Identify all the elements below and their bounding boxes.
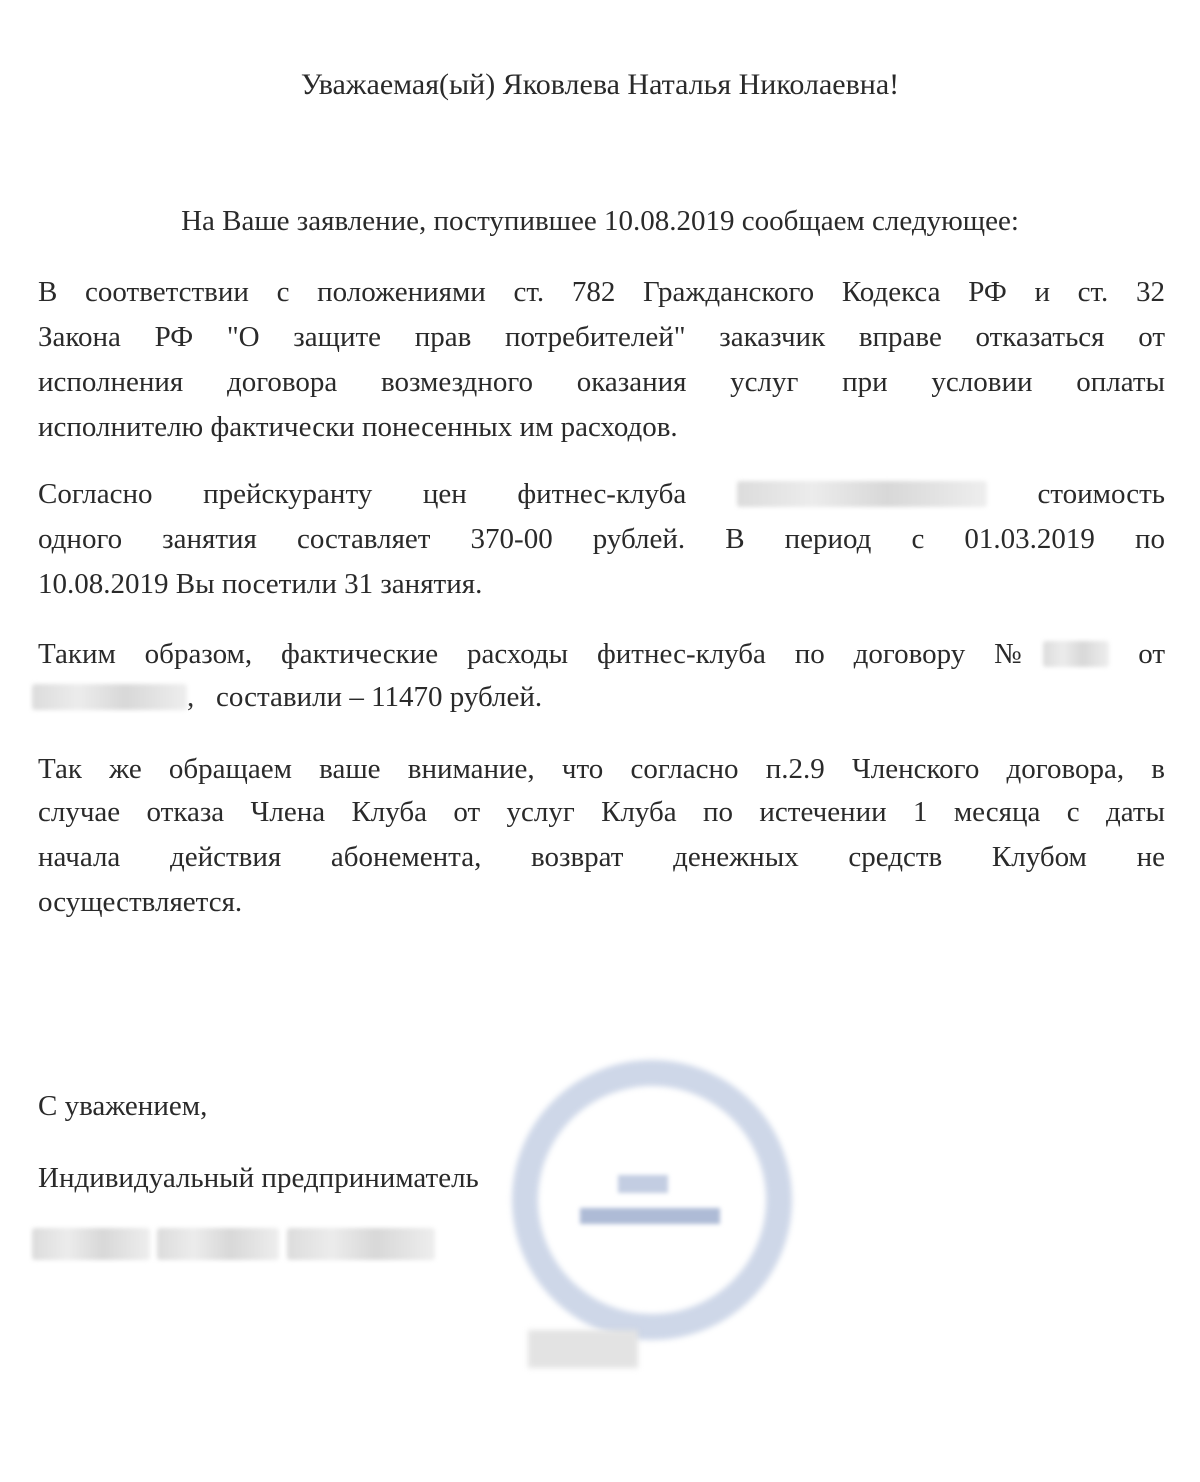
text-line: Так же обращаем ваше внимание, что согласно п.2.9 Членского договора, в <box>38 753 1165 785</box>
text-line <box>32 681 1159 714</box>
stamp-mark <box>618 1175 668 1193</box>
text-line: 10.08.2019 Вы посетили 31 занятия. <box>38 568 483 600</box>
text: от <box>1138 638 1166 670</box>
text-line: исполнения договора возмездного оказания услуг при условии оплаты <box>38 366 1165 398</box>
intro-line: На Ваше заявление, поступившее 10.08.2019 сообщаем следующее: <box>181 205 1019 237</box>
text-line: В соответствии с положениями ст. 782 Гражданского Кодекса РФ и ст. 32 <box>38 276 1165 308</box>
text-line: осуществляется. <box>38 886 243 918</box>
redacted-contract-number <box>1043 641 1109 667</box>
text-line: исполнителю фактически понесенных им расходов. <box>38 411 678 443</box>
text-line: одного занятия составляет 370-00 рублей. В период с 01.03.2019 по <box>38 523 1165 555</box>
stamp-ring <box>512 1060 792 1340</box>
signer-title: Индивидуальный предприниматель <box>38 1162 479 1194</box>
text-line: Закона РФ "О защите прав потребителей" заказчик вправе отказаться от <box>38 321 1165 353</box>
closing: С уважением, <box>38 1090 208 1122</box>
redacted-signature <box>528 1330 638 1368</box>
greeting: Уважаемая(ый) Яковлева Наталья Николаевна! <box>300 68 900 101</box>
text: стоимость <box>1037 478 1166 510</box>
text: , составили – 11470 рублей. <box>187 681 543 713</box>
text: Таким образом, фактические расходы фитнес-клуба по договору № <box>38 638 1044 670</box>
text-line: случае отказа Члена Клуба от услуг Клуба по истечении 1 месяца с даты <box>38 796 1165 828</box>
redacted-signer-name <box>32 1228 435 1264</box>
text-line <box>38 638 1165 671</box>
stamp-mark <box>580 1208 720 1224</box>
redacted-club-name <box>737 481 987 507</box>
text-line: начала действия абонемента, возврат денежных средств Клубом не <box>38 841 1165 873</box>
redacted-contract-date <box>32 684 187 710</box>
text: Согласно прейскуранту цен фитнес-клуба <box>38 478 687 510</box>
text-line <box>38 478 1165 511</box>
